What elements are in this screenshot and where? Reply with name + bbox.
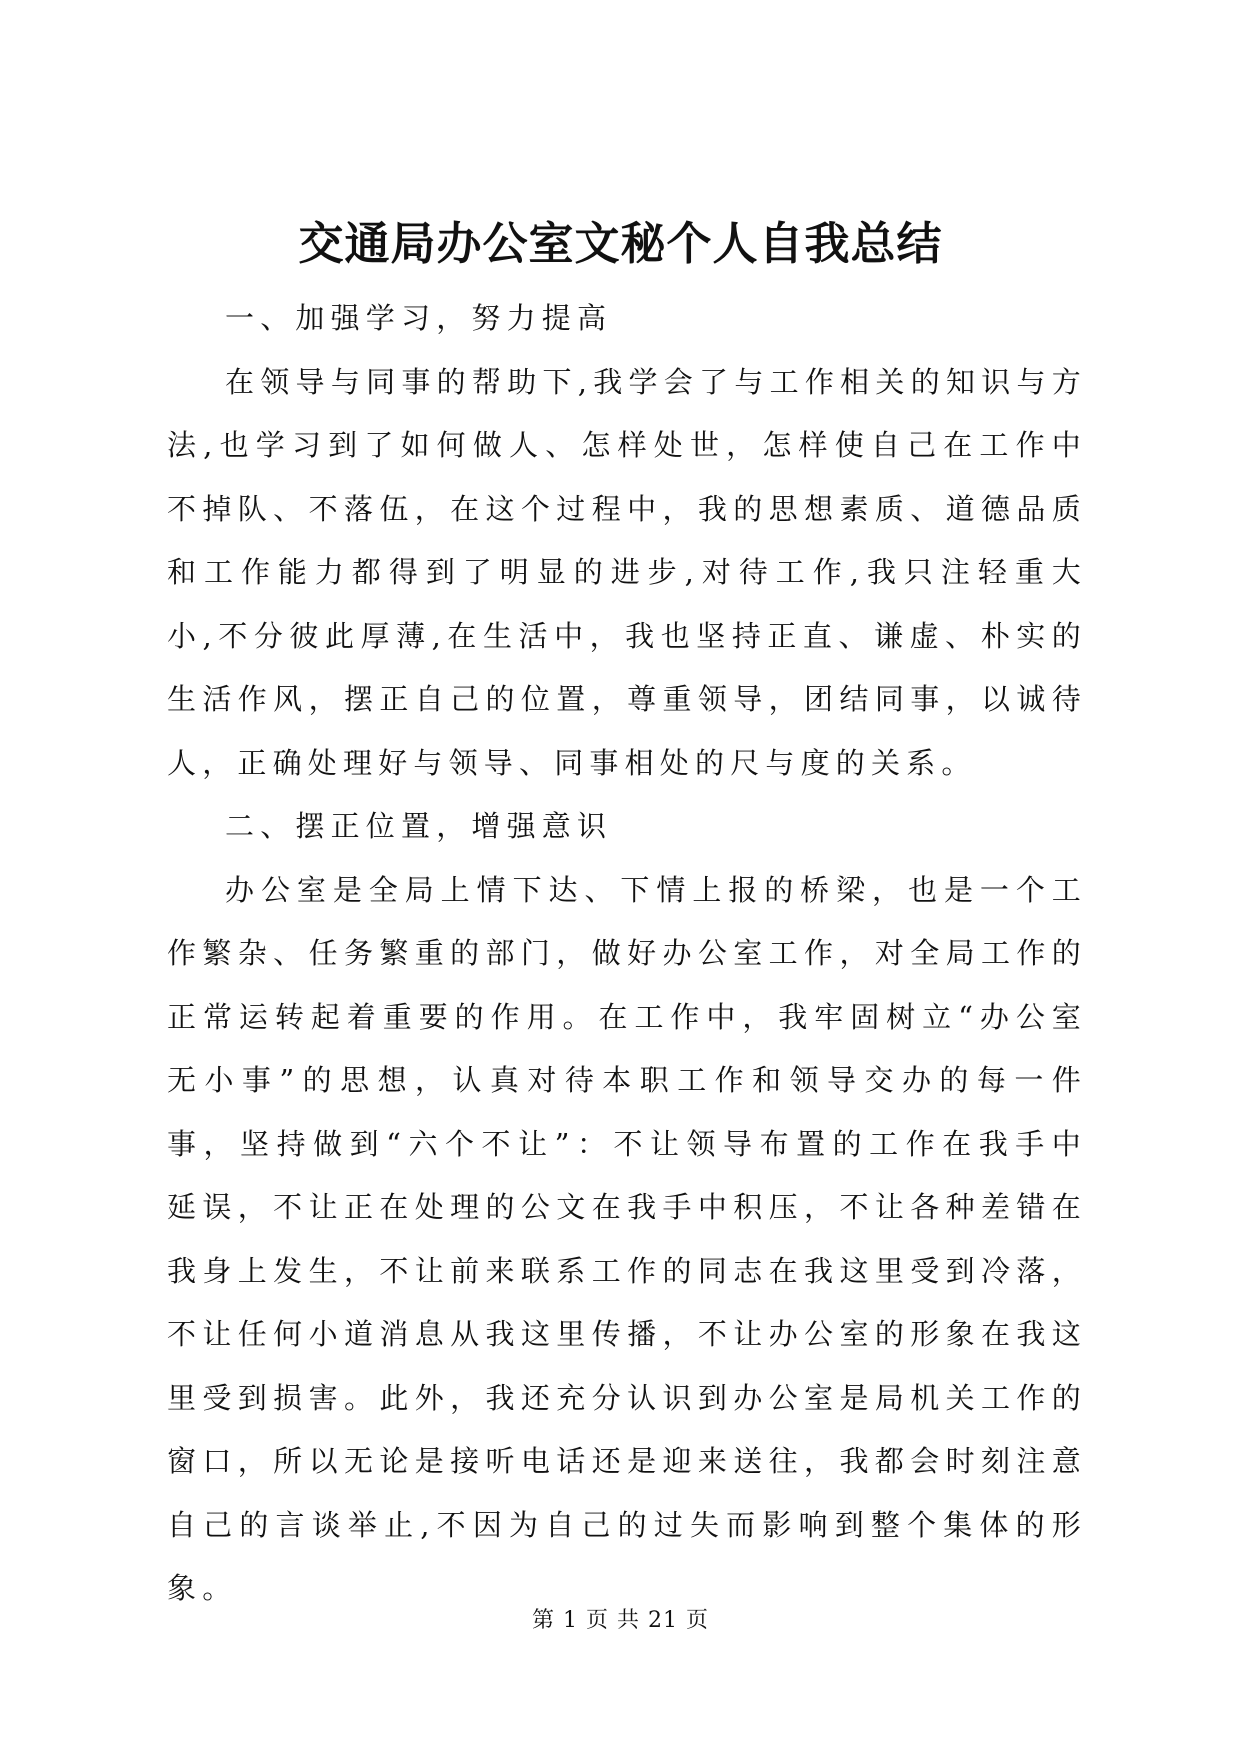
document-body [167, 287, 1087, 1621]
page-footer: 第 1 页 共 21 页 [532, 1608, 709, 1633]
section-heading-1: 一、加强学习，努力提高 [225, 301, 613, 335]
paragraph-2: 办公室是全局上情下达、下情上报的桥梁，也是一个工作繁杂、任务繁重的部门，做好办公室工作，对全局工作的正常运转起着重要的作用。在工作中，我牢固树立“办公室无小事”的思想，认真对待本职工作和领导交办的每一件事，坚持做到“六个不让”：不让领导布置的工作在我手中延误，不让正在处理的公文在我手中积压，不让各种差错在我身上发生，不让前来联系工作的同志在我这里受到冷落，不让任何小道消息从我这里传播，不让办公室的形象在我这里受到损害。此外，我还充分认识到办公室是局机关工作的窗口，所以无论是接听电话还是迎来送往，我都会时刻注意自己的言谈举止,不因为自己的过失而影响到整个集体的形象。 [167, 872, 1087, 1605]
document-title: 交通局办公室文秘个人自我总结 [298, 217, 943, 270]
paragraph-1: 在领导与同事的帮助下,我学会了与工作相关的知识与方法,也学习到了如何做人、怎样处世，怎样使自己在工作中不掉队、不落伍，在这个过程中，我的思想素质、道德品质和工作能力都得到了明显的进步,对待工作,我只注轻重大小,不分彼此厚薄,在生活中，我也坚持正直、谦虚、朴实的生活作风，摆正自己的位置，尊重领导，团结同事，以诚待人，正确处理好与领导、同事相处的尺与度的关系。 [167, 364, 1087, 780]
section-heading-2: 二、摆正位置，增强意识 [225, 809, 613, 843]
